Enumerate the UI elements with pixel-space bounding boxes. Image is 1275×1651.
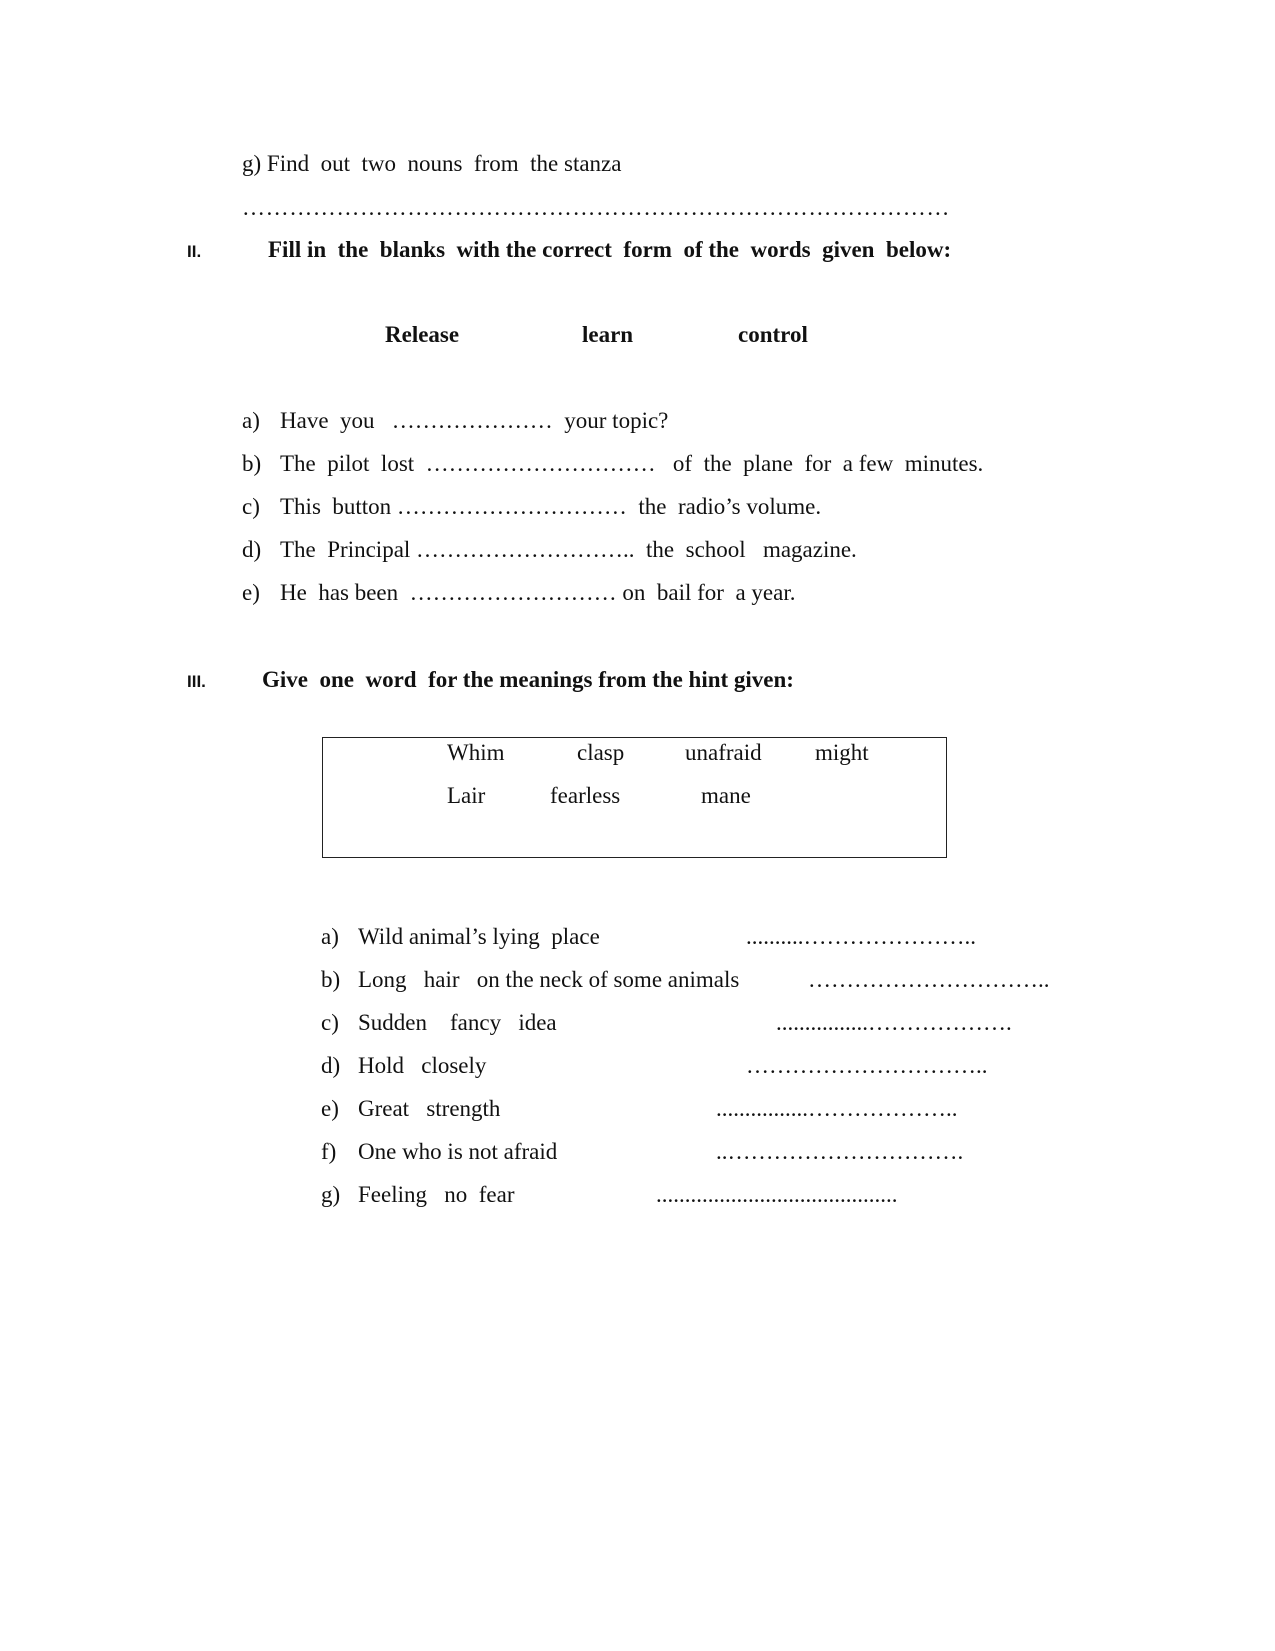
word-release: Release xyxy=(385,322,460,347)
section-3-number: III. xyxy=(187,672,206,691)
question-g: g) Find out two nouns from the stanza xyxy=(242,151,622,176)
fill-item-letter-a: a) xyxy=(242,408,260,433)
meaning-item-letter-d: d) xyxy=(321,1053,341,1078)
hint-word-mane: mane xyxy=(701,783,751,808)
section-2-number: II. xyxy=(187,242,202,261)
fill-item-letter-b: b) xyxy=(242,451,262,476)
fill-item-text-c: This button ………………………… the radio’s volume. xyxy=(280,494,822,519)
section-3-heading: Give one word for the meanings from the hint given: xyxy=(262,667,794,692)
fill-item-text-d: The Principal ……………………….. the school magazine. xyxy=(280,537,857,562)
meaning-item-blank-a: ..........………………….. xyxy=(746,924,976,949)
hint-word-clasp: clasp xyxy=(577,740,625,765)
meaning-item-blank-g: .......................................... xyxy=(656,1182,898,1207)
hint-word-lair: Lair xyxy=(447,783,486,808)
meaning-item-text-g: Feeling no fear xyxy=(358,1182,515,1207)
meaning-item-blank-e: ................……………….. xyxy=(716,1096,958,1121)
fill-item-text-b: The pilot lost ………………………… of the plane for a few minutes. xyxy=(280,451,984,476)
hint-word-fearless: fearless xyxy=(550,783,621,808)
fill-item-letter-c: c) xyxy=(242,494,260,519)
hint-word-might: might xyxy=(815,740,869,765)
hint-word-whim: Whim xyxy=(447,740,505,765)
section-2-heading: Fill in the blanks with the correct form of the words given below: xyxy=(268,237,952,262)
meaning-item-blank-b: ………………………….. xyxy=(808,967,1050,992)
fill-item-letter-d: d) xyxy=(242,537,262,562)
meaning-item-text-c: Sudden fancy idea xyxy=(358,1010,557,1035)
word-hint-box xyxy=(322,737,947,858)
word-learn: learn xyxy=(582,322,634,347)
fill-item-text-a: Have you ………………… your topic? xyxy=(280,408,669,433)
meaning-item-text-f: One who is not afraid xyxy=(358,1139,558,1164)
meaning-item-letter-c: c) xyxy=(321,1010,339,1035)
meaning-item-text-e: Great strength xyxy=(358,1096,501,1121)
meaning-item-letter-a: a) xyxy=(321,924,339,949)
fill-item-letter-e: e) xyxy=(242,580,260,605)
hint-word-unafraid: unafraid xyxy=(685,740,762,765)
fill-item-text-e: He has been ……………………… on bail for a year. xyxy=(280,580,796,605)
meaning-item-letter-g: g) xyxy=(321,1182,341,1207)
meaning-item-blank-d: ………………………….. xyxy=(746,1053,988,1078)
meaning-item-text-b: Long hair on the neck of some animals xyxy=(358,967,740,992)
meaning-item-blank-f: ..…………………………. xyxy=(716,1139,964,1164)
word-control: control xyxy=(738,322,808,347)
meaning-item-blank-c: ................………………. xyxy=(776,1010,1012,1035)
meaning-item-text-a: Wild animal’s lying place xyxy=(358,924,600,949)
meaning-item-text-d: Hold closely xyxy=(358,1053,487,1078)
meaning-item-letter-f: f) xyxy=(321,1139,337,1164)
answer-line: ……………………………………………………………………………… xyxy=(242,195,950,220)
meaning-item-letter-e: e) xyxy=(321,1096,339,1121)
meaning-item-letter-b: b) xyxy=(321,967,341,992)
